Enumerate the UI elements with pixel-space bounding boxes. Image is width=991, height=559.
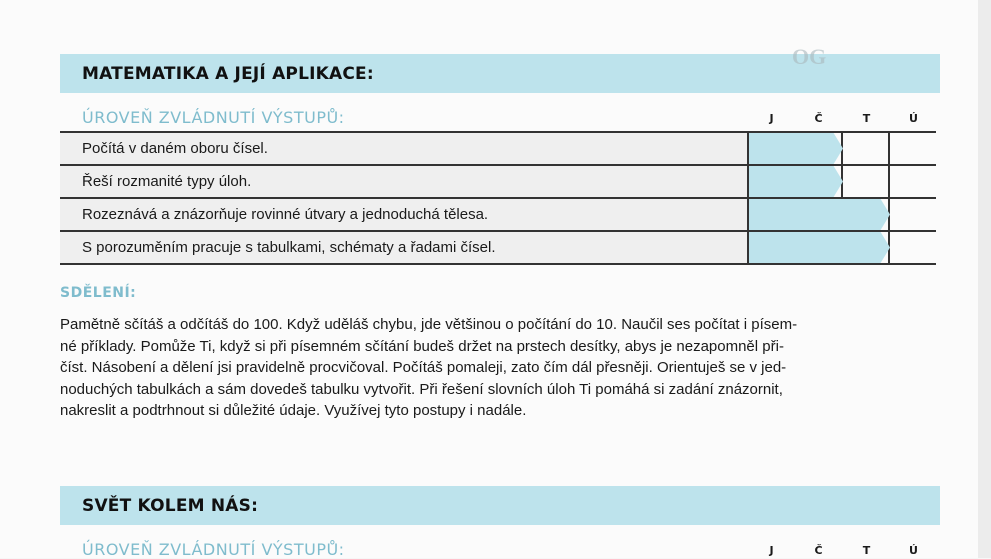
section-header-world <box>60 486 940 525</box>
page-edge <box>978 0 991 558</box>
level-cell <box>748 198 795 231</box>
level-cell <box>889 132 936 165</box>
col-header-u: Ú <box>909 544 918 557</box>
outcome-row <box>60 198 936 231</box>
outcome-label: S porozuměním pracuje s tabulkami, schématy a řadami čísel. <box>60 231 748 264</box>
level-fill <box>749 133 796 164</box>
level-fill <box>796 199 843 230</box>
level-cell <box>842 165 889 198</box>
level-cell <box>842 198 889 231</box>
level-fill <box>796 133 843 164</box>
level-fill <box>749 232 796 263</box>
level-heading: ÚROVEŇ ZVLÁDNUTÍ VÝSTUPŮ: <box>82 108 345 127</box>
outcome-label: Rozeznává a znázorňuje rovinné útvary a jednoduchá tělesa. <box>60 198 748 231</box>
level-cell <box>748 231 795 264</box>
message-text <box>60 314 940 422</box>
level-cell <box>795 231 842 264</box>
level-cell <box>795 165 842 198</box>
col-header-j: J <box>769 544 774 557</box>
level-fill <box>796 166 843 197</box>
level-cell <box>748 132 795 165</box>
watermark-logo: OG <box>792 44 827 69</box>
col-header-c: Č <box>814 112 823 125</box>
section-title: MATEMATIKA A JEJÍ APLIKACE: <box>82 64 374 84</box>
outcome-row <box>60 231 936 264</box>
level-fill <box>843 199 890 230</box>
outcome-row <box>60 132 936 165</box>
level-fill <box>749 166 796 197</box>
outcomes-table <box>60 131 936 265</box>
message-line: nakreslit a podtrhnout si důležité údaje. Využívej tyto postupy i nadále. <box>60 402 527 419</box>
level-cell <box>842 132 889 165</box>
message-line: noduchých tabulkách a sám dovedeš tabulku vytvořit. Při řešení slovních úloh Ti pomáhá si zadání znázornit, <box>60 380 783 398</box>
level-fill <box>749 199 796 230</box>
message-line: číst. Násobení a dělení jsi pravidelně procvičoval. Počítáš pomaleji, zato čím dál přesněji. Orientuješ se v jed- <box>60 359 787 376</box>
section-title: SVĚT KOLEM NÁS: <box>82 496 259 516</box>
level-heading: ÚROVEŇ ZVLÁDNUTÍ VÝSTUPŮ: <box>82 540 345 559</box>
col-header-t: T <box>862 112 871 125</box>
level-fill <box>843 232 890 263</box>
outcome-row <box>60 165 936 198</box>
level-cell <box>842 231 889 264</box>
message-line: Pamětně sčítáš a odčítáš do 100. Když uděláš chybu, jde většinou o počítání do 10. Naučil ses počítat i písem- <box>60 316 798 333</box>
col-header-j: J <box>769 112 774 125</box>
level-cell <box>889 198 936 231</box>
level-fill <box>796 232 843 263</box>
level-cell <box>795 132 842 165</box>
message-line: né příklady. Pomůže Ti, když si při písemném sčítání budeš držet na prstech desítky, abys je nezapomněl při- <box>60 337 784 355</box>
outcome-label: Počítá v daném oboru čísel. <box>60 132 748 165</box>
level-cell <box>795 198 842 231</box>
level-cell <box>889 231 936 264</box>
col-header-c: Č <box>814 544 823 557</box>
message-heading: SDĚLENÍ: <box>60 285 137 301</box>
col-header-u: Ú <box>909 112 918 125</box>
level-cell <box>889 165 936 198</box>
level-cell <box>748 165 795 198</box>
col-header-t: T <box>862 544 871 557</box>
outcome-label: Řeší rozmanité typy úloh. <box>60 165 748 198</box>
